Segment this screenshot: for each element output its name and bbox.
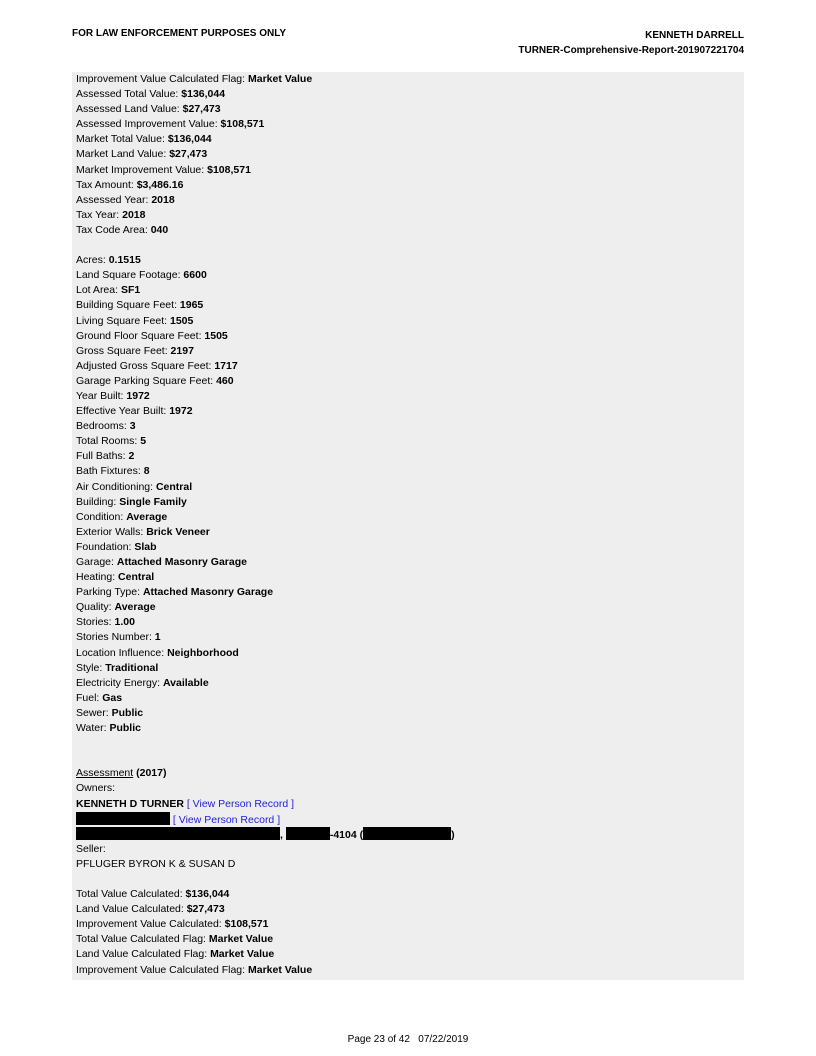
field-label: Tax Code Area: (76, 223, 151, 236)
field-label: Improvement Value Calculated Flag: (76, 73, 248, 85)
value-row (76, 223, 736, 238)
field-label: Bedrooms: (76, 420, 130, 433)
field-label: Adjusted Gross Square Feet: (76, 359, 215, 372)
value-row (76, 102, 736, 117)
field-value: Market Value (210, 948, 275, 961)
field-label: Effective Year Built: (76, 405, 170, 418)
owners-label: Owners: (76, 782, 116, 795)
characteristic-row (76, 706, 736, 721)
field-value: $136,044 (185, 888, 230, 901)
field-value: 1.00 (114, 616, 135, 629)
owner-row-redacted (76, 812, 736, 827)
header-disclaimer: FOR LAW ENFORCEMENT PURPOSES ONLY (72, 28, 287, 39)
assessment-year: (2017) (133, 767, 167, 780)
field-value: $108,571 (224, 918, 269, 931)
field-value: $27,473 (169, 148, 208, 161)
field-label: Total Value Calculated: (76, 888, 186, 901)
seller-name: PFLUGER BYRON K & SUSAN D (76, 857, 236, 870)
field-value: Market Value (208, 933, 274, 946)
field-label: Foundation: (76, 540, 135, 553)
address-comma: , (280, 828, 283, 841)
characteristic-row (76, 329, 736, 344)
view-person-record-link-2[interactable]: [ View Person Record ] (172, 813, 281, 826)
field-label: Ground Floor Square Feet: (76, 329, 205, 342)
field-value: Slab (134, 540, 157, 553)
field-label: Quality: (76, 601, 115, 614)
redacted-county (363, 827, 451, 840)
field-value: $3,486.16 (136, 178, 184, 191)
field-value: Traditional (105, 661, 159, 674)
calculated-value-row (76, 932, 736, 947)
field-label: Location Influence: (76, 646, 168, 659)
owner-address-row (76, 827, 736, 842)
field-label: Living Square Feet: (76, 314, 170, 327)
address-close-paren: ) (451, 828, 455, 841)
characteristic-row (76, 419, 736, 434)
field-value: 1717 (214, 359, 238, 372)
field-value: 8 (143, 465, 150, 478)
calculated-value-row (76, 963, 736, 978)
property-record (76, 72, 736, 978)
field-label: Parking Type: (76, 586, 143, 599)
field-value: $27,473 (186, 903, 225, 916)
field-label: Improvement Value Calculated: (76, 918, 225, 931)
characteristic-row (76, 480, 736, 495)
field-value: 2018 (122, 208, 146, 221)
field-value: Single Family (119, 495, 187, 508)
characteristic-row (76, 283, 736, 298)
characteristic-row (76, 359, 736, 374)
characteristic-row (76, 615, 736, 630)
calculated-value-row (76, 902, 736, 917)
field-value: 2018 (151, 193, 175, 206)
characteristic-row (76, 449, 736, 464)
field-label: Land Value Calculated Flag: (76, 948, 211, 961)
value-row (76, 132, 736, 147)
field-value: $108,571 (220, 118, 265, 131)
field-label: Land Square Footage: (76, 269, 184, 282)
field-label: Lot Area: (76, 284, 121, 297)
field-label: Sewer: (76, 706, 112, 719)
field-label: Land Value Calculated: (76, 903, 187, 916)
characteristic-row (76, 691, 736, 706)
field-value: $136,044 (181, 88, 226, 101)
field-value: 1 (154, 631, 161, 644)
field-label: Assessed Improvement Value: (76, 118, 221, 131)
field-label: Gross Square Feet: (76, 344, 171, 357)
field-label: Market Land Value: (76, 148, 170, 161)
address-zip-suffix: -4104 ( (329, 828, 364, 841)
field-value: 1972 (169, 405, 193, 418)
characteristic-row (76, 585, 736, 600)
page-number: Page 23 of 42 (347, 1034, 410, 1045)
report-date: 07/22/2019 (418, 1034, 469, 1045)
field-value: 1505 (169, 314, 194, 327)
characteristic-row (76, 661, 736, 676)
characteristic-row (76, 389, 736, 404)
field-value: 0.1515 (108, 254, 141, 267)
field-label: Exterior Walls: (76, 525, 147, 538)
field-value: 1965 (179, 299, 204, 312)
field-label: Total Rooms: (76, 435, 141, 448)
field-label: Year Built: (76, 389, 127, 402)
characteristic-row (76, 344, 736, 359)
characteristic-row (76, 253, 736, 268)
page-footer (0, 1034, 816, 1045)
owner-row (76, 797, 736, 812)
field-value: $108,571 (207, 163, 251, 176)
report-subject-name: KENNETH DARRELL (645, 30, 744, 41)
field-value: Average (126, 510, 168, 523)
characteristic-row (76, 495, 736, 510)
characteristic-row (76, 434, 736, 449)
field-label: Tax Year: (76, 208, 123, 221)
value-row (76, 178, 736, 193)
field-value: Market Value (247, 73, 313, 85)
field-value: Central (118, 571, 155, 584)
field-label: Market Total Value: (76, 133, 168, 146)
field-value: Market Value (247, 963, 313, 976)
characteristic-row (76, 600, 736, 615)
field-value: Public (109, 722, 141, 735)
field-value: 5 (140, 435, 147, 448)
calculated-value-row (76, 887, 736, 902)
value-row (76, 117, 736, 132)
field-value: Average (114, 601, 156, 614)
redacted-owner-name (76, 812, 170, 825)
value-row (76, 87, 736, 102)
field-label: Tax Amount: (76, 178, 137, 191)
characteristic-row (76, 646, 736, 661)
characteristic-row (76, 721, 736, 736)
field-label: Building Square Feet: (76, 299, 180, 312)
characteristic-row (76, 570, 736, 585)
field-value: 460 (216, 374, 234, 387)
field-label: Fuel: (76, 691, 103, 704)
field-label: Full Baths: (76, 450, 129, 463)
field-value: Central (155, 480, 193, 493)
field-value: Attached Masonry Garage (142, 586, 274, 599)
field-label: Stories: (76, 616, 115, 629)
report-title (518, 28, 744, 58)
seller-label: Seller: (76, 842, 106, 855)
field-value: Attached Masonry Garage (116, 556, 247, 568)
field-value: 2 (128, 450, 135, 463)
field-label: Improvement Value Calculated Flag: (76, 963, 248, 976)
field-value: Brick Veneer (146, 525, 210, 538)
field-label: Garage Parking Square Feet: (76, 374, 217, 387)
field-label: Assessed Total Value: (76, 88, 182, 101)
assessment-heading (76, 766, 736, 781)
field-label: Bath Fixtures: (76, 465, 144, 478)
field-value: Gas (102, 691, 123, 704)
redacted-zip (286, 827, 330, 840)
field-value: 3 (129, 420, 136, 433)
field-label: Stories Number: (76, 631, 155, 644)
characteristic-row (76, 525, 736, 540)
characteristic-row (76, 374, 736, 389)
calculated-value-row (76, 917, 736, 932)
field-value: Neighborhood (167, 646, 239, 659)
value-row (76, 147, 736, 162)
characteristic-row (76, 630, 736, 645)
characteristic-row (76, 555, 736, 570)
field-label: Water: (76, 722, 110, 735)
field-value: 6600 (183, 269, 207, 282)
field-label: Market Improvement Value: (76, 163, 208, 176)
field-label: Air Conditioning: (76, 480, 156, 493)
value-row (76, 193, 736, 208)
field-label: Acres: (76, 254, 109, 267)
field-label: Style: (76, 661, 106, 674)
owner-name: KENNETH D TURNER (76, 797, 184, 810)
field-value: $136,044 (167, 133, 212, 146)
value-list (76, 72, 736, 238)
value-row (76, 208, 736, 223)
field-value: Available (162, 676, 209, 689)
characteristic-row (76, 268, 736, 283)
field-value: Public (111, 706, 144, 719)
characteristic-row (76, 464, 736, 479)
assessment-label: Assessment (76, 767, 134, 780)
field-label: Assessed Land Value: (76, 103, 183, 116)
characteristic-row (76, 298, 736, 313)
field-label: Total Value Calculated Flag: (76, 933, 209, 946)
characteristic-row (76, 510, 736, 525)
field-value: 1505 (204, 329, 228, 342)
calculated-value-list (76, 887, 736, 978)
field-value: 2197 (170, 344, 194, 357)
field-label: Garage: (76, 556, 117, 568)
field-label: Condition: (76, 510, 127, 523)
characteristic-row (76, 404, 736, 419)
field-label: Electricity Energy: (76, 676, 163, 689)
characteristics-list (76, 253, 736, 736)
field-value: 1972 (126, 389, 150, 402)
characteristic-row (76, 314, 736, 329)
field-value: $27,473 (182, 103, 221, 116)
view-person-record-link[interactable]: [ View Person Record ] (186, 797, 295, 810)
redacted-address (76, 827, 280, 840)
value-row (76, 163, 736, 178)
report-id: TURNER-Comprehensive-Report-201907221704 (518, 45, 744, 56)
field-label: Heating: (76, 571, 119, 584)
field-label: Building: (76, 495, 120, 508)
value-row (76, 72, 736, 87)
field-value: SF1 (120, 284, 141, 297)
characteristic-row (76, 676, 736, 691)
field-value: 040 (150, 223, 169, 236)
field-label: Assessed Year: (76, 193, 152, 206)
calculated-value-row (76, 947, 736, 962)
characteristic-row (76, 540, 736, 555)
